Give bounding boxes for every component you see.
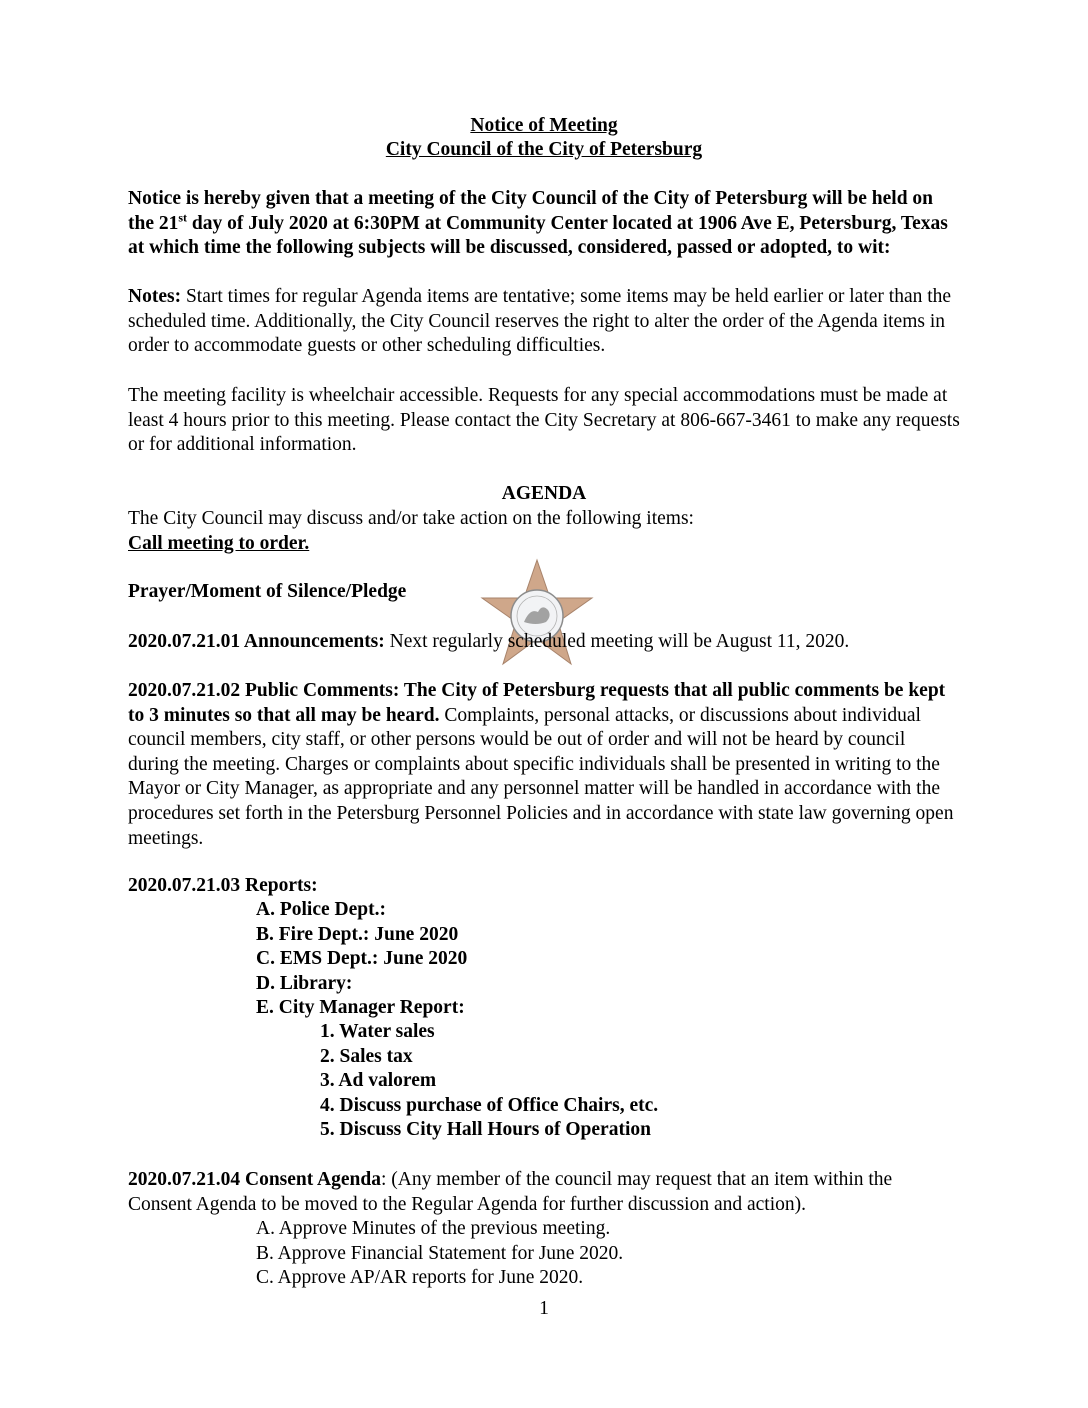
consent-item: C. Approve AP/AR reports for June 2020. <box>256 1267 584 1289</box>
call-to-order: Call meeting to order. <box>128 533 310 554</box>
report-item: A. Police Dept.: <box>256 899 386 920</box>
agenda-item-reports: 2020.07.21.03 Reports: <box>128 875 318 896</box>
agenda-intro: The City Council may discuss and/or take action on the following items: <box>128 508 694 529</box>
notice-title: Notice of Meeting <box>470 115 618 136</box>
consent-list <box>256 1217 623 1291</box>
manager-item: 5. Discuss City Hall Hours of Operation <box>320 1119 651 1141</box>
council-subtitle: City Council of the City of Petersburg <box>385 139 703 160</box>
reports-list <box>256 898 467 1021</box>
consent-item: A. Approve Minutes of the previous meeting. <box>256 1218 611 1239</box>
manager-item: 3. Ad valorem <box>320 1070 437 1092</box>
accessibility-paragraph: The meeting facility is wheelchair accessible. Requests for any special accommodations must be made at least 4 hours prior to this meeting. Please contact the City Secretary at 806-667-3461 to make any requests or for additional information. <box>128 385 960 456</box>
report-item: D. Library: <box>256 972 353 994</box>
manager-item: 4. Discuss purchase of Office Chairs, etc. <box>320 1094 659 1116</box>
city-manager-list <box>320 1020 658 1143</box>
agenda-item-public-comments: 2020.07.21.02 Public Comments: The City of Petersburg requests that all public comments be kept to 3 minutes so that all may be heard. Complaints, personal attacks, or discussions about individual council members, city staff, or other persons would be out of order and will not be heard by council during the meeting. Charges or complaints about specific individuals shall be presented in writing to the Mayor or City Manager, as appropriate and any personnel matter will be handled in accordance with the procedures set forth in the Petersburg Personnel Policies and in accordance with state law governing open meetings. <box>128 680 954 849</box>
consent-item: B. Approve Financial Statement for June 2020. <box>256 1242 624 1264</box>
agenda-item-announcements: 2020.07.21.01 Announcements: Next regularly scheduled meeting will be August 11, 2020. <box>128 631 850 652</box>
agenda-item-consent: 2020.07.21.04 Consent Agenda: (Any member of the council may request that an item within the Consent Agenda to be moved to the Regular Agenda for further discussion and action). <box>128 1169 893 1215</box>
agenda-heading: AGENDA <box>501 483 587 504</box>
prayer-line: Prayer/Moment of Silence/Pledge <box>128 581 407 602</box>
report-item: C. EMS Dept.: June 2020 <box>256 948 468 970</box>
report-item: B. Fire Dept.: June 2020 <box>256 923 459 945</box>
report-item: E. City Manager Report: <box>256 997 465 1019</box>
notice-paragraph: Notice is hereby given that a meeting of the City Council of the City of Petersburg will be held on the 21st day of July 2020 at 6:30PM at Community Center located at 1906 Ave E, Petersburg, Texas at which time the following subjects will be discussed, considered, passed or adopted, to wit: <box>128 188 948 259</box>
manager-item: 2. Sales tax <box>320 1045 413 1067</box>
manager-item: 1. Water sales <box>320 1021 435 1042</box>
page-number: 1 <box>539 1298 549 1319</box>
notes-paragraph: Notes: Start times for regular Agenda items are tentative; some items may be held earlier or later than the scheduled time. Additionally, the City Council reserves the right to alter the order of the Agenda items in order to accommodate guests or other scheduling difficulties. <box>128 286 952 357</box>
